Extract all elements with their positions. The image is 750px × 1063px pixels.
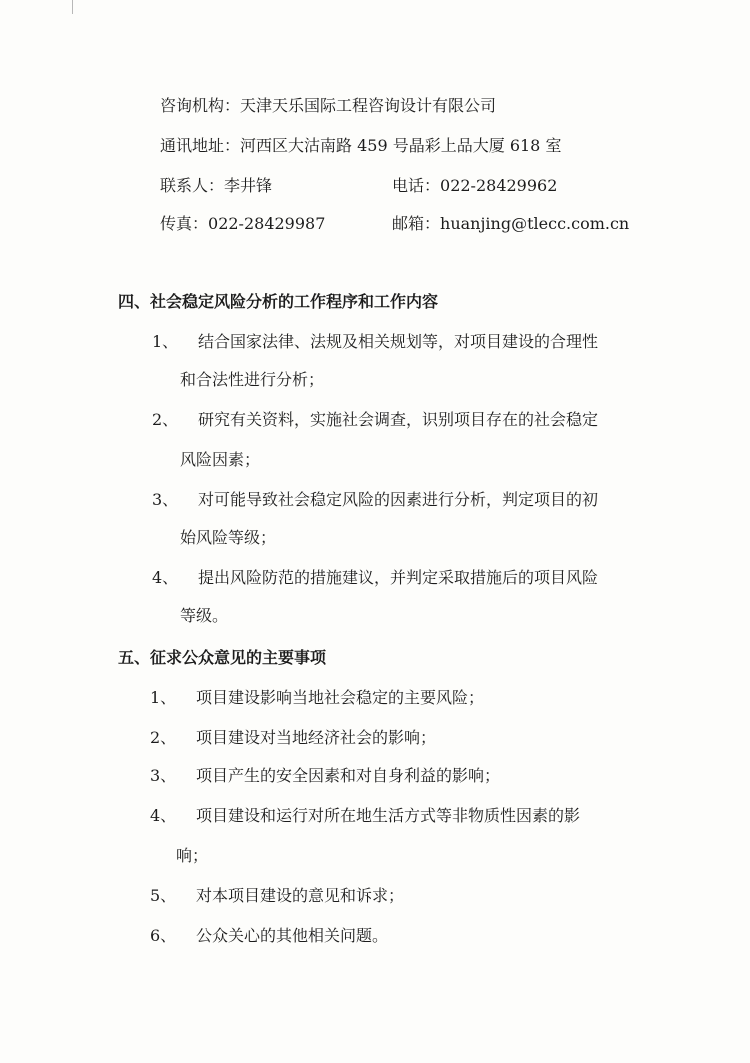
item-text: 项目建设对当地经济社会的影响； — [196, 728, 437, 747]
item-number: 2、 — [152, 410, 179, 429]
phone-label: 电话： — [392, 176, 441, 195]
section5-item-2 — [150, 728, 436, 748]
address-value: 河西区大沽南路 459 号晶彩上品大厦 618 室 — [240, 136, 562, 155]
section5-item-3 — [150, 766, 500, 786]
fax-line — [160, 214, 325, 234]
item-text: 公众关心的其他相关问题。 — [196, 926, 389, 945]
item-text: 项目产生的安全因素和对自身利益的影响； — [196, 766, 501, 785]
item-number: 3、 — [150, 766, 177, 785]
item-number: 3、 — [152, 490, 179, 509]
item-number: 4、 — [150, 806, 177, 825]
item-text: 研究有关资料，实施社会调查，识别项目存在的社会稳定 — [198, 410, 599, 429]
section5-title: 五、征求公众意见的主要事项 — [118, 648, 327, 667]
phone-value: 022-28429962 — [440, 176, 558, 195]
item-number: 1、 — [152, 332, 179, 351]
person-label: 联系人： — [160, 176, 225, 195]
item-text: 提出风险防范的措施建议，并判定采取措施后的项目风险 — [198, 568, 599, 587]
fax-value: 022-28429987 — [208, 214, 326, 233]
item-number: 6、 — [150, 926, 177, 945]
item-text: 对可能导致社会稳定风险的因素进行分析，判定项目的初 — [198, 490, 599, 509]
section4-item-2 — [152, 410, 598, 430]
email-line — [392, 214, 629, 234]
section4-item-4 — [152, 568, 598, 588]
section4-item-3-cont: 始风险等级； — [180, 528, 277, 547]
section5-item-5 — [150, 886, 404, 906]
section5-item-1 — [150, 688, 484, 708]
email-value: huanjing@tlecc.com.cn — [440, 214, 630, 233]
org-label: 咨询机构： — [160, 96, 241, 115]
item-number: 1、 — [150, 688, 177, 707]
address-line — [160, 136, 561, 156]
section4-item-1 — [152, 332, 598, 352]
email-label: 邮箱： — [392, 214, 441, 233]
phone-line — [392, 176, 557, 196]
section5-item-4-cont: 响； — [176, 846, 209, 865]
section4-item-4-cont: 等级。 — [180, 606, 229, 625]
section4-item-3 — [152, 490, 598, 510]
person-line — [160, 176, 272, 196]
address-label: 通讯地址： — [160, 136, 241, 155]
item-text: 项目建设和运行对所在地生活方式等非物质性因素的影 — [196, 806, 581, 825]
section4-item-2-cont: 风险因素； — [180, 450, 261, 469]
item-text: 结合国家法律、法规及相关规划等，对项目建设的合理性 — [198, 332, 599, 351]
org-line — [160, 96, 496, 116]
item-number: 4、 — [152, 568, 179, 587]
section5-item-4 — [150, 806, 580, 826]
item-number: 2、 — [150, 728, 177, 747]
org-value: 天津天乐国际工程咨询设计有限公司 — [240, 96, 497, 115]
scan-edge-mark — [72, 0, 73, 14]
item-text: 对本项目建设的意见和诉求； — [196, 886, 405, 905]
section5-item-6 — [150, 926, 388, 946]
person-value: 李井锋 — [224, 176, 273, 195]
item-text: 项目建设影响当地社会稳定的主要风险； — [196, 688, 485, 707]
section4-item-1-cont: 和合法性进行分析； — [180, 370, 325, 389]
section4-title: 四、社会稳定风险分析的工作程序和工作内容 — [118, 292, 439, 311]
item-number: 5、 — [150, 886, 177, 905]
fax-label: 传真： — [160, 214, 209, 233]
